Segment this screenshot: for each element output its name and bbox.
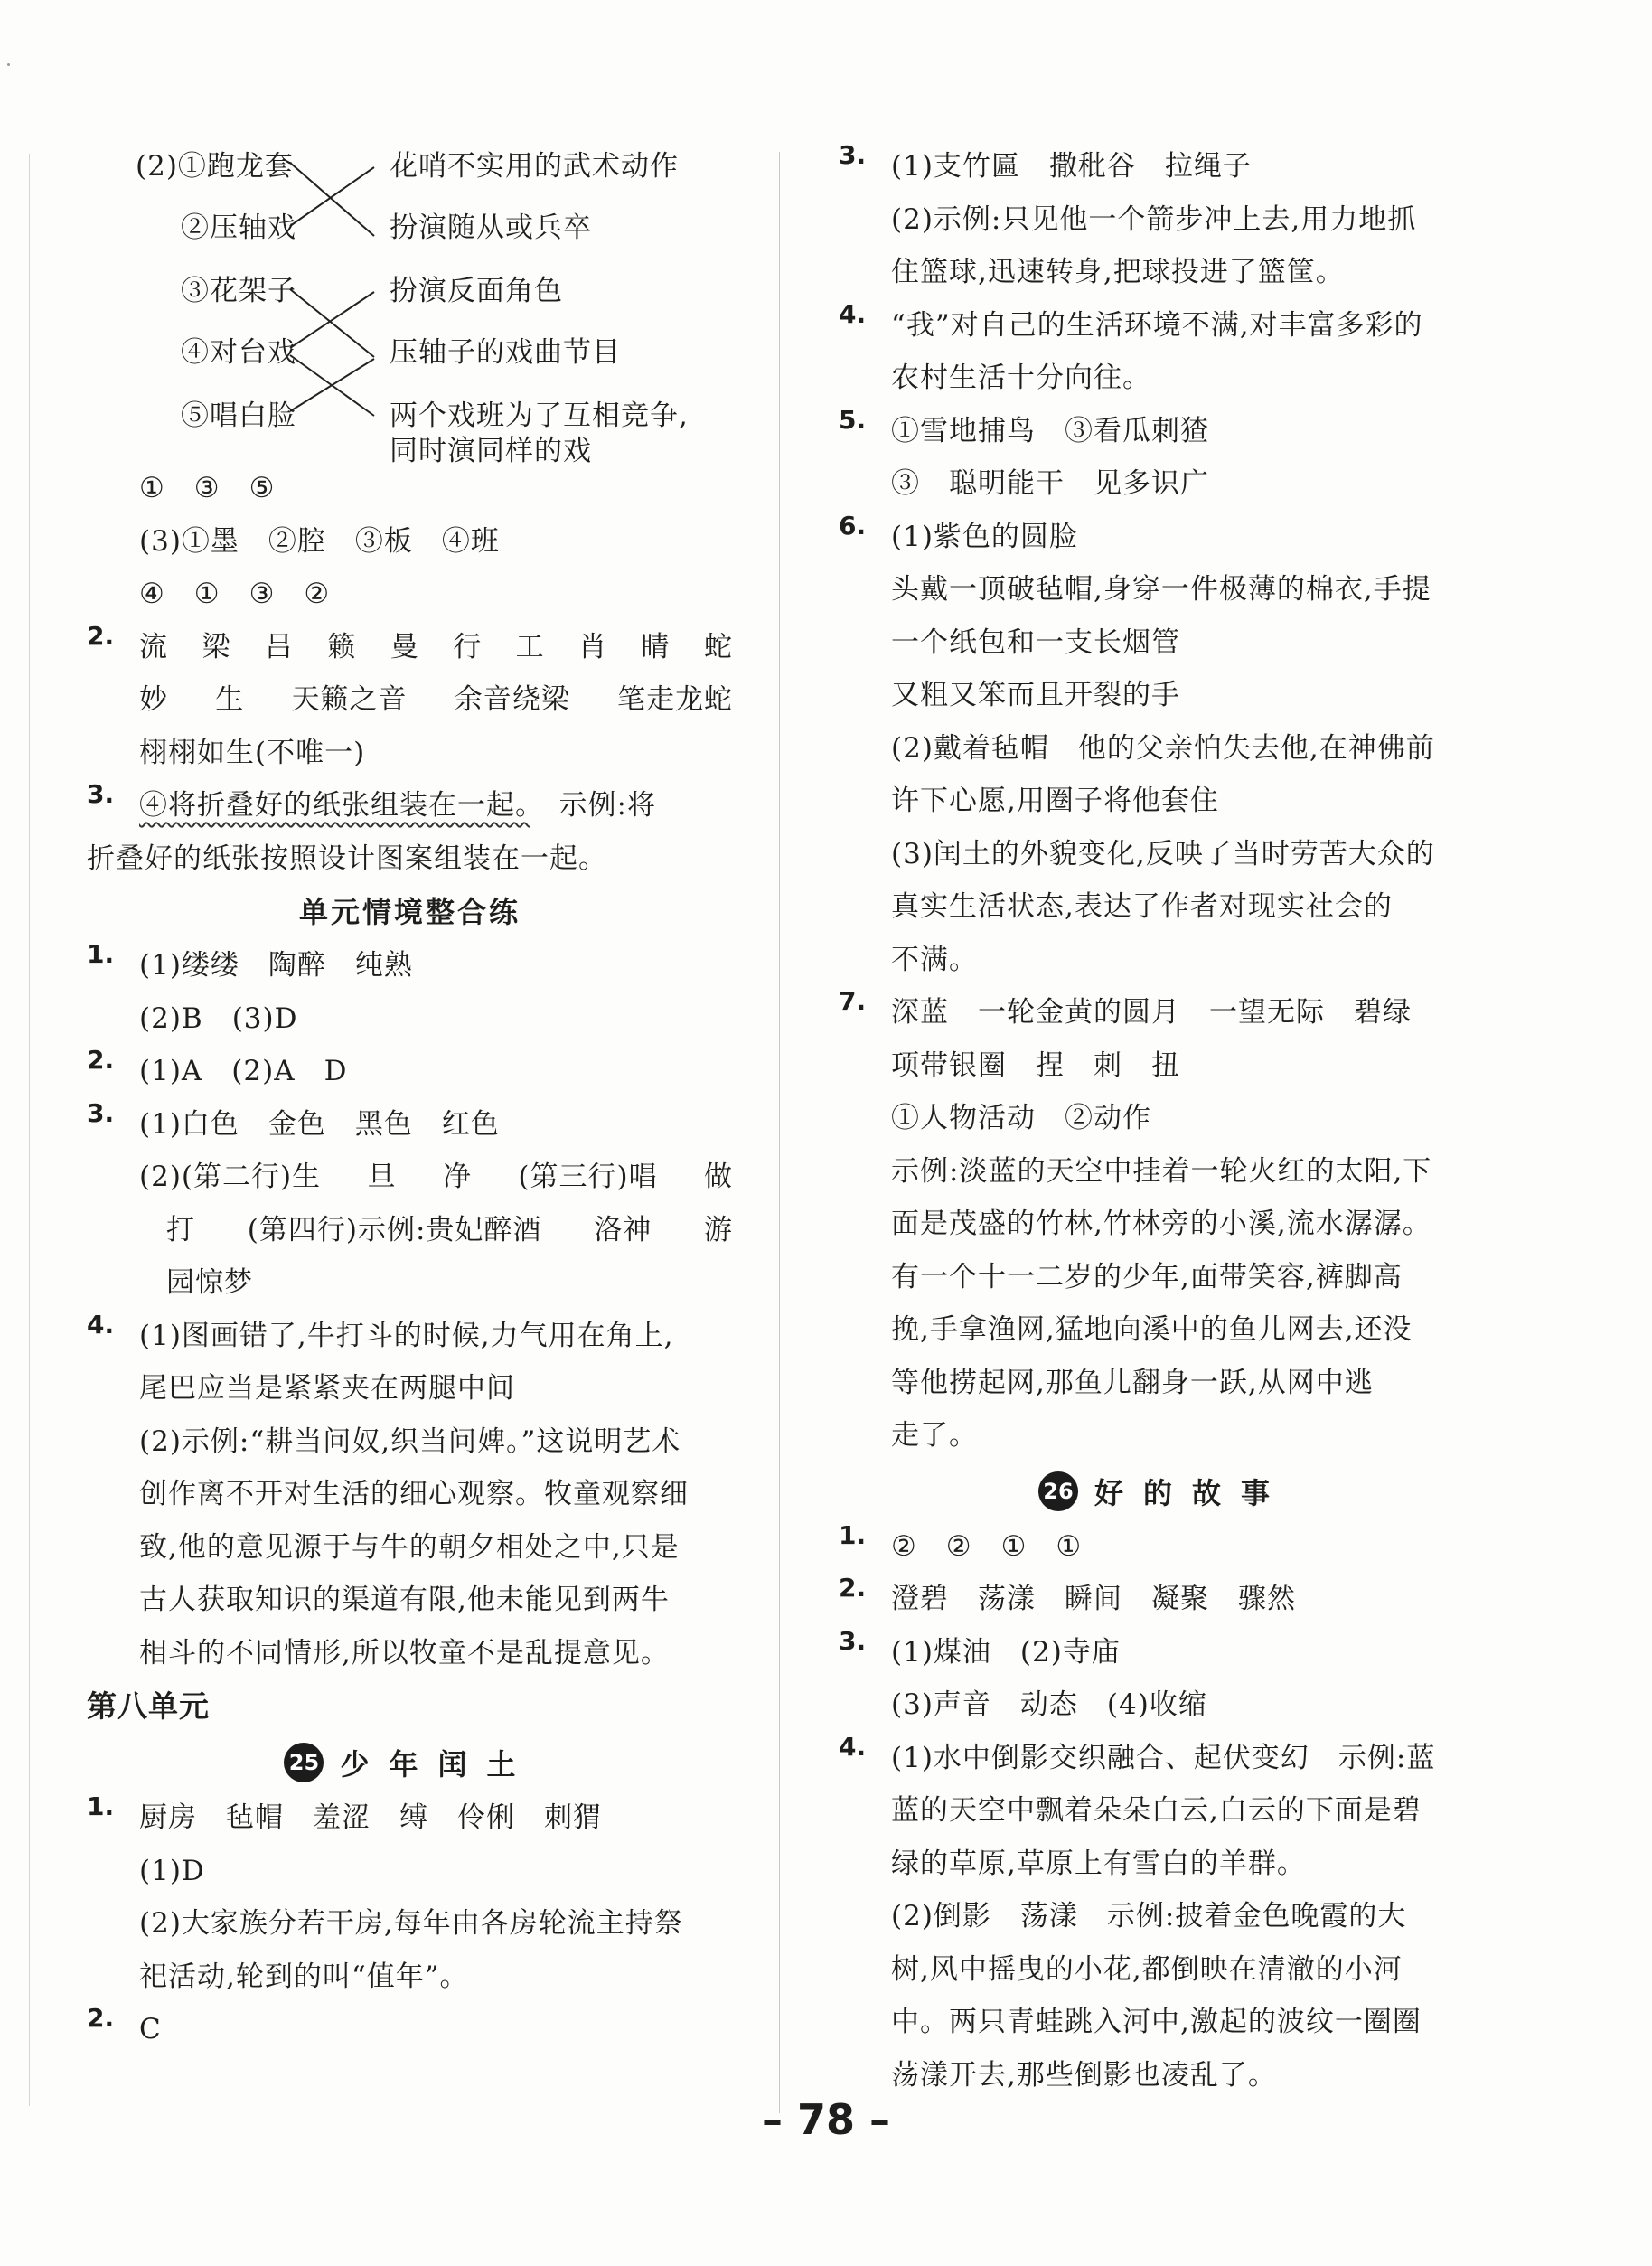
match-left-3: ③花架子 [181, 275, 296, 307]
answer-word: 旦 [367, 1161, 397, 1193]
answer-line: 又粗又笨而且开裂的手 [891, 679, 1180, 711]
answer-word: 生 [215, 683, 245, 716]
question-number: 1. [87, 939, 115, 969]
question-number: 6. [839, 510, 867, 541]
question-number: 4. [839, 1731, 867, 1762]
answer-line: 项带银圈 捏 刺 扭 [891, 1048, 1180, 1082]
lesson-title [839, 1462, 1489, 1520]
answer-line: 真实生活状态,表达了作者对现实社会的 [891, 890, 1393, 923]
answer-char: 肖 [578, 630, 608, 663]
answer-line: 农村生活十分向往。 [891, 362, 1151, 394]
answer-line: “我”对自己的生活环境不满,对丰富多彩的 [891, 308, 1423, 342]
match-right-4: 压轴子的戏曲节目 [390, 336, 621, 369]
question-number: 2. [839, 1573, 867, 1603]
question-number: 4. [87, 1309, 115, 1340]
answer-line: (2)示例:“耕当问奴,织当问婢。”这说明艺术 [139, 1424, 681, 1458]
lesson-question-4 [839, 1732, 1489, 2102]
answer-line [139, 673, 733, 727]
lesson-title [87, 1734, 733, 1791]
answer-line: (1)白色 金色 黑色 红色 [139, 1107, 500, 1141]
answer-line: 许下心愿,用圈子将他套住 [891, 785, 1219, 817]
scan-dot [7, 63, 10, 66]
answer-line: 绿的草原,草原上有雪白的羊群。 [891, 1847, 1306, 1880]
answer-char: 流 [139, 630, 168, 663]
answer-line: (2)B (3)D [139, 1001, 298, 1035]
answer-line: ①人物活动 ②动作 [891, 1102, 1151, 1134]
match-line-6 [290, 355, 374, 416]
section-question-4 [87, 1310, 733, 1680]
question-3 [839, 140, 1489, 299]
question-number: 5. [839, 404, 867, 435]
section-question-1 [87, 939, 733, 1045]
answer-line: 挽,手拿渔网,猛地向溪中的鱼儿网去,还没 [891, 1313, 1413, 1346]
answer-line: (1)图画错了,牛打斗的时候,力气用在角上, [139, 1319, 674, 1352]
answer-line: 住篮球,迅速转身,把球投进了篮筐。 [891, 256, 1345, 288]
question-number: 2. [87, 620, 115, 651]
answer-char: 蛇 [703, 630, 733, 663]
match-line-2 [290, 167, 374, 226]
match-left-2: ②压轴戏 [181, 212, 296, 244]
question-2 [87, 621, 733, 780]
answer-line [139, 779, 733, 832]
answer-line [139, 1204, 733, 1257]
lesson-name: 少年闰土 [340, 1747, 536, 1782]
question-4 [839, 299, 1489, 405]
answer-word: 洛神 [594, 1213, 652, 1246]
lesson-question-3 [839, 1626, 1489, 1732]
answer-word: (第四行)示例:贵妃醉酒 [247, 1213, 542, 1246]
answer-char: 籁 [327, 630, 357, 663]
answer-line: 一个纸包和一支长烟管 [891, 625, 1180, 659]
answer-text: 示例:将 [530, 789, 656, 822]
match-left-1: (2)①跑龙套 [136, 150, 294, 183]
answer-line: (2)大家族分若干房,每年由各房轮流主持祭 [139, 1907, 683, 1940]
answer-line: (1)缕缕 陶醉 纯熟 [139, 949, 413, 982]
question-number: 4. [839, 298, 867, 329]
answer-char: 梁 [202, 630, 231, 663]
question-number: 1. [839, 1519, 867, 1550]
section-question-2 [87, 1045, 733, 1098]
question-number: 7. [839, 986, 867, 1016]
question-7 [839, 986, 1489, 1462]
answer-char: 睛 [641, 630, 671, 663]
lesson-number-badge: 26 [1038, 1471, 1078, 1511]
answer-word: (2)(第二行)生 [139, 1161, 322, 1193]
match-right-3: 扮演反面角色 [390, 275, 563, 307]
answer-line: 树,风中摇曳的小花,都倒映在清澈的小河 [891, 1952, 1403, 1986]
match-right-5b: 同时演同样的戏 [390, 435, 592, 467]
answer-line: ① ③ ⑤ [139, 472, 276, 504]
lesson-question-1 [839, 1520, 1489, 1574]
answer-line: 荡漾开去,那些倒影也凌乱了。 [891, 2058, 1277, 2092]
answer-line: 深蓝 一轮金黄的圆月 一望无际 碧绿 [891, 996, 1412, 1029]
lesson-question-2 [87, 2003, 733, 2056]
answer-line [139, 621, 733, 674]
answer-word: 游 [703, 1213, 733, 1246]
match-line-1 [290, 163, 374, 236]
match-left-5: ⑤唱白脸 [181, 400, 296, 432]
question-6 [839, 511, 1489, 987]
answer-word: 余音绕梁 [454, 683, 570, 716]
answer-line: (3)声音 动态 (4)收缩 [891, 1688, 1207, 1721]
match-right-1: 花哨不实用的武术动作 [390, 150, 679, 183]
answer-line: (3)闰土的外貌变化,反映了当时劳苦大众的 [891, 837, 1435, 870]
answer-line: 厨房 毡帽 羞涩 缚 伶俐 刺猬 [139, 1801, 602, 1834]
answer-line: 示例:淡蓝的天空中挂着一轮火红的太阳,下 [891, 1154, 1432, 1188]
answer-line: ④ ① ③ ② [139, 578, 331, 610]
answer-line: (1)煤油 (2)寺庙 [891, 1635, 1121, 1669]
wavy-underlined-sentence: ④将折叠好的纸张组装在一起。 [139, 789, 530, 822]
answer-word: 打 [166, 1213, 195, 1246]
lesson-question-1 [87, 1791, 733, 2003]
answer-line: 澄碧 荡漾 瞬间 凝聚 骤然 [891, 1583, 1296, 1615]
column-divider [779, 152, 780, 2113]
answer-line: 折叠好的纸张按照设计图案组装在一起。 [87, 842, 607, 875]
answer-line: 致,他的意见源于与牛的朝夕相处之中,只是 [139, 1530, 680, 1564]
answer-line: (1)A (2)A D [139, 1055, 348, 1087]
answer-line: ② ② ① ① [891, 1529, 1083, 1563]
question-number: 1. [87, 1791, 115, 1821]
lesson-name: 好的故事 [1094, 1475, 1290, 1510]
answer-line: (1)紫色的圆脸 [891, 520, 1078, 553]
answer-line: 中。两只青蛙跳入河中,激起的波纹一圈圈 [891, 2006, 1422, 2038]
answer-word: 笔走龙蛇 [617, 683, 733, 716]
left-column [87, 140, 733, 2056]
answer-word: 天籁之音 [291, 683, 408, 716]
matching-exercise [87, 140, 733, 467]
match-right-2: 扮演随从或兵卒 [390, 212, 592, 244]
lesson-number-badge: 25 [284, 1743, 324, 1782]
answer-line: 面是茂盛的竹林,竹林旁的小溪,流水潺潺。 [891, 1208, 1431, 1240]
question-number: 2. [87, 2003, 115, 2033]
answer-line: 走了。 [891, 1419, 978, 1452]
right-column [839, 140, 1489, 2101]
answer-line: 创作离不开对生活的细心观察。牧童观察细 [139, 1478, 689, 1510]
answer-line: 等他捞起网,那鱼儿翻身一跃,从网中逃 [891, 1366, 1374, 1399]
answer-line: C [139, 2013, 162, 2045]
unit-title: 第八单元 [87, 1688, 210, 1724]
lesson-question-2 [839, 1573, 1489, 1626]
answer-line: (3)①墨 ②腔 ③板 ④班 [139, 524, 500, 558]
answer-word: (第三行)唱 [518, 1161, 658, 1193]
answer-line: 有一个十一二岁的少年,面带笑容,裤脚高 [891, 1260, 1403, 1293]
answer-line: (2)倒影 荡漾 示例:披着金色晚霞的大 [891, 1900, 1407, 1932]
answer-line: 蓝的天空中飘着朵朵白云,白云的下面是碧 [891, 1794, 1422, 1827]
answer-char: 曼 [390, 630, 419, 663]
answer-line: 园惊梦 [166, 1266, 253, 1299]
answer-line: (2)示例:只见他一个箭步冲上去,用力地抓 [891, 202, 1417, 236]
answer-line: 相斗的不同情形,所以牧童不是乱提意见。 [139, 1636, 670, 1669]
answer-line: 古人获取知识的渠道有限,他未能见到两牛 [139, 1584, 670, 1616]
answer-line: 祀活动,轮到的叫“值年”。 [139, 1960, 469, 1993]
answer-char: 行 [453, 630, 483, 663]
answer-line: 不满。 [891, 943, 978, 976]
answer-line: 栩栩如生(不唯一) [139, 736, 366, 769]
answer-char: 吕 [264, 630, 294, 663]
answer-line: 头戴一顶破毡帽,身穿一件极薄的棉衣,手提 [891, 573, 1431, 606]
answer-line: (2)戴着毡帽 他的父亲怕失去他,在神佛前 [891, 731, 1435, 765]
match-right-5: 两个戏班为了互相竞争, [390, 400, 689, 432]
answer-line [139, 1151, 733, 1204]
answer-line: (1)D [139, 1854, 205, 1887]
page-number: – 78 – [761, 2095, 891, 2144]
answer-line: (1)支竹匾 撒秕谷 拉绳子 [891, 150, 1252, 183]
question-3 [87, 779, 733, 885]
answer-word: 做 [704, 1161, 733, 1193]
question-number: 3. [839, 140, 867, 170]
left-margin-rule [29, 154, 30, 2106]
answer-line: (1)水中倒影交织融合、起伏变幻 示例:蓝 [891, 1741, 1436, 1774]
question-number: 2. [87, 1045, 115, 1075]
question-5 [839, 405, 1489, 511]
answer-line: 尾巴应当是紧紧夹在两腿中间 [139, 1372, 515, 1405]
section-title: 单元情境整合练 [298, 895, 521, 929]
answer-line: ①雪地捕鸟 ③看瓜刺猹 [891, 414, 1209, 447]
question-number: 3. [87, 1097, 115, 1128]
question-number: 3. [87, 779, 115, 809]
answer-word: 净 [442, 1161, 472, 1193]
answer-line: ③ 聪明能干 见多识广 [891, 467, 1209, 500]
section-question-3 [87, 1098, 733, 1310]
match-left-4: ④对台戏 [181, 336, 296, 369]
answer-char: 工 [515, 630, 545, 663]
question-number: 3. [839, 1625, 867, 1656]
answer-word: 妙 [139, 683, 168, 716]
